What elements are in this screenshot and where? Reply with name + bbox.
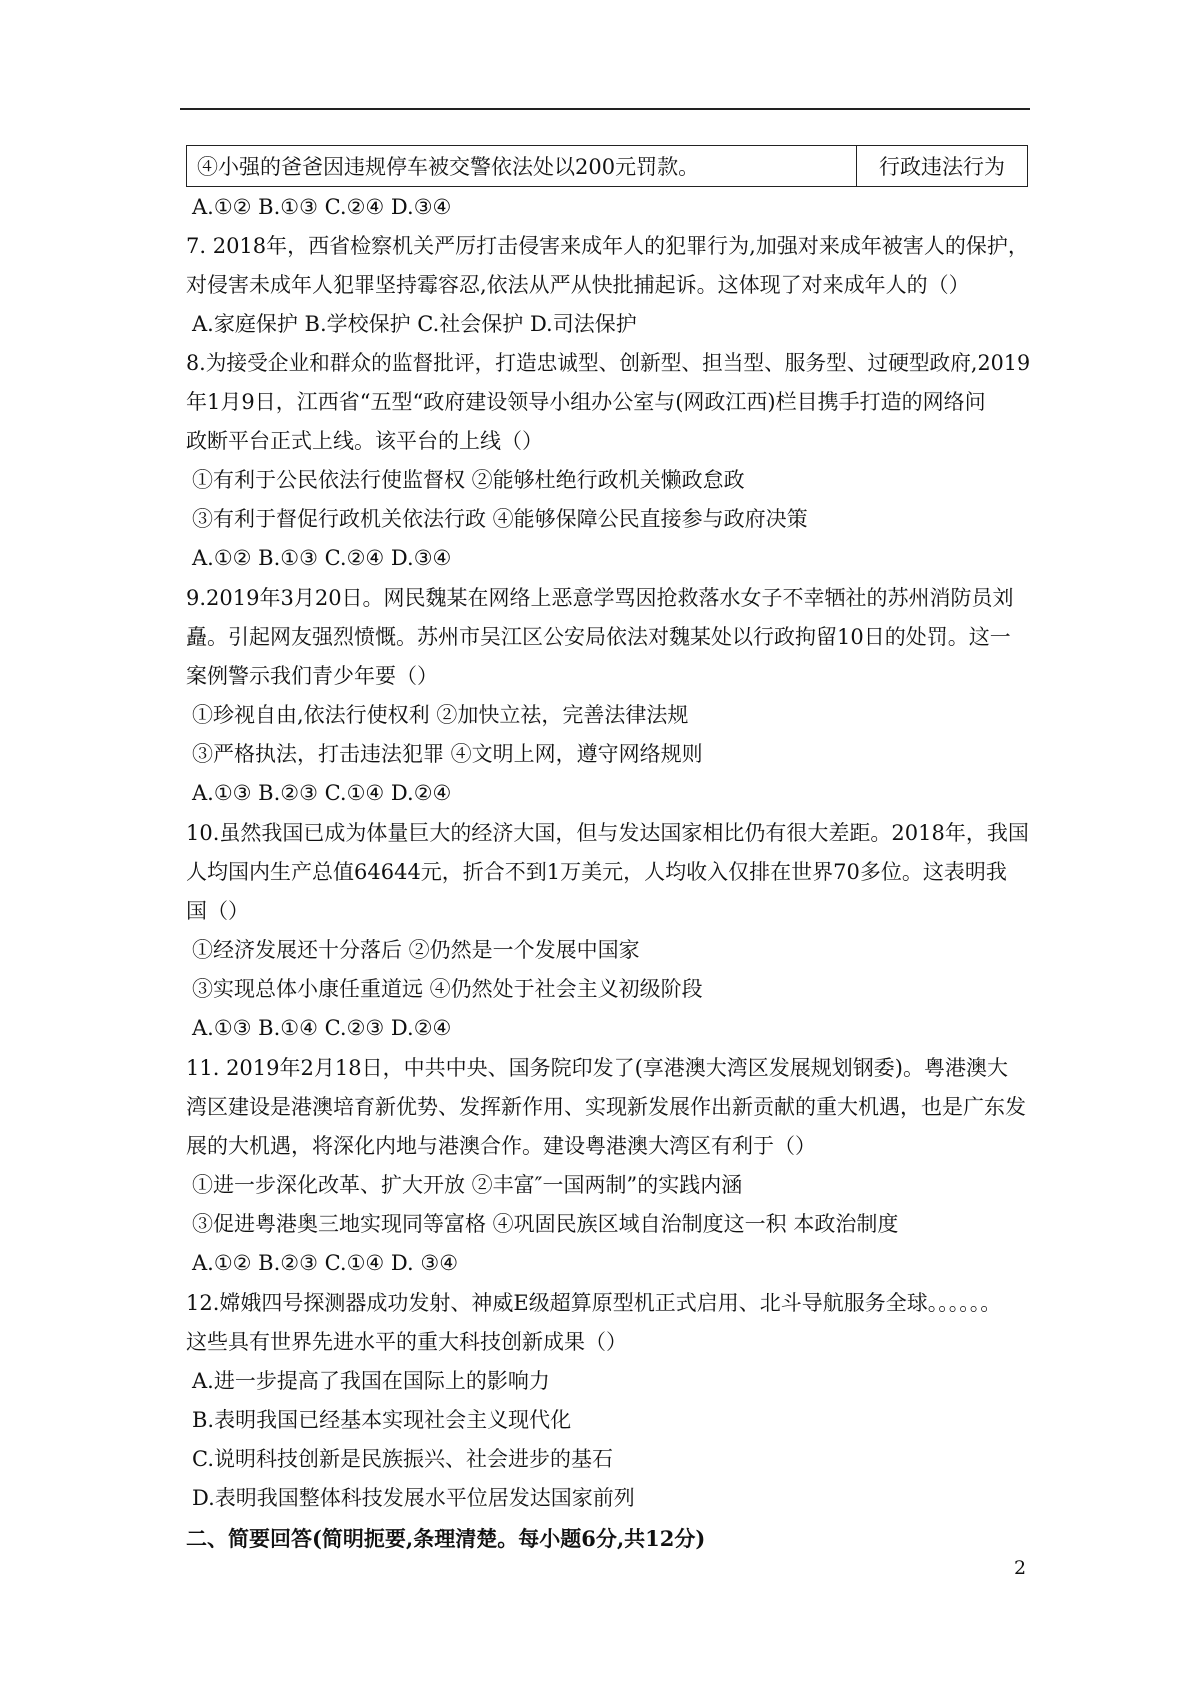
q8-line-1: 8.为接受企业和群众的监督批评，打造忠诚型、创新型、担当型、服务型、过硬型政府,2019	[186, 351, 1031, 375]
q9-options: A.①③ B.②③ C.①④ D.②④	[192, 781, 452, 805]
page-number: 2	[1014, 1557, 1027, 1579]
q7-line-1: 7. 2018年，西省检察机关严厉打击侵害来成年人的犯罪行为,加强对来成年被害人的保护，	[186, 234, 1029, 258]
q10-line-1: 10.虽然我国已成为体量巨大的经济大国，但与发达国家相比仍有很大差距。2018年，我国	[186, 821, 1029, 845]
q9-line-2: 矗。引起网友强烈愤慨。苏州市吴江区公安局依法对魏某处以行政拘留10日的处罚。这一	[186, 625, 1011, 649]
q9-choice-2: ③严格执法，打击违法犯罪 ④文明上网，遵守网络规则	[192, 742, 703, 766]
q12-option-d: D.表明我国整体科技发展水平位居发达国家前列	[192, 1486, 635, 1510]
q11-choice-1: ①进一步深化改革、扩大开放 ②丰富″一国两制”的实践内涵	[192, 1173, 743, 1197]
q11-choice-2: ③促进粤港奥三地实现同等富格 ④巩固民族区域自治制度这一积 本政治制度	[192, 1212, 899, 1236]
answer-table-row	[186, 145, 1028, 187]
q11-line-1: 11. 2019年2月18日，中共中央、国务院印发了(享港澳大湾区发展规划钢委)。粤港澳大	[186, 1056, 1008, 1080]
q10-choice-2: ③实现总体小康任重道远 ④仍然处于社会主义初级阶段	[192, 977, 703, 1001]
q8-choice-2: ③有利于督促行政机关依法行政 ④能够保障公民直接参与政府决策	[192, 507, 808, 531]
q8-choice-1: ①有利于公民依法行使监督权 ②能够杜绝行政机关懒政怠政	[192, 468, 745, 492]
q8-options: A.①② B.①③ C.②④ D.③④	[192, 546, 452, 570]
q9-line-3: 案例警示我们青少年要（）	[186, 664, 438, 688]
q12-option-c: C.说明科技创新是民族振兴、社会进步的基石	[192, 1447, 613, 1471]
q10-line-2: 人均国内生产总值64644元，折合不到1万美元，人均收入仅排在世界70多位。这表明我	[186, 860, 1007, 884]
q7-line-2: 对侵害未成年人犯罪坚持霉容忍,依法从严从快批捕起诉。这体现了对来成年人的（）	[186, 273, 970, 297]
q12-line-1: 12.嫦娥四号探测器成功发射、神威E级超算原型机正式启用、北斗导航服务全球。。。。。。	[186, 1291, 1002, 1315]
section-2-title: 二、简要回答(简明扼要,条理清楚。每小题6分,共12分)	[186, 1526, 706, 1551]
q9-line-1: 9.2019年3月20日。网民魏某在网络上恶意学骂因抢救落水女子不幸牺社的苏州消防员刘	[186, 586, 1014, 610]
q6-options: A.①② B.①③ C.②④ D.③④	[192, 195, 452, 219]
q11-line-2: 湾区建设是港澳培育新优势、发挥新作用、实现新发展作出新贡献的重大机遇，也是广东发	[186, 1095, 1026, 1119]
q7-options: A.家庭保护 B.学校保护 C.社会保护 D.司法保护	[192, 312, 637, 336]
q11-options: A.①② B.②③ C.①④ D. ③④	[192, 1251, 459, 1275]
header-rule	[180, 108, 1030, 110]
q12-option-b: B.表明我国已经基本实现社会主义现代化	[192, 1408, 572, 1432]
table-row	[187, 146, 1028, 187]
q12-line-2: 这些具有世界先进水平的重大科技创新成果（）	[186, 1330, 627, 1354]
q11-line-3: 展的大机遇，将深化内地与港澳合作。建设粤港澳大湾区有利于（）	[186, 1134, 816, 1158]
q10-line-3: 国（）	[186, 899, 249, 923]
q12-option-a: A.进一步提高了我国在国际上的影响力	[192, 1369, 550, 1393]
table-cell-category: 行政违法行为	[857, 146, 1028, 187]
q9-choice-1: ①珍视自由,依法行使权利 ②加快立祛，完善法律法规	[192, 703, 689, 727]
q10-options: A.①③ B.①④ C.②③ D.②④	[192, 1016, 452, 1040]
q10-choice-1: ①经济发展还十分落后 ②仍然是一个发展中国家	[192, 938, 640, 962]
table-cell-statement: ④小强的爸爸因违规停车被交警依法处以200元罚款。	[187, 146, 857, 187]
q8-line-3: 政断平台正式上线。该平台的上线（）	[186, 429, 543, 453]
q8-line-2: 年1月9日，江西省“五型“政府建设领导小组办公室与(网政江西)栏目携手打造的网络问	[186, 390, 986, 414]
